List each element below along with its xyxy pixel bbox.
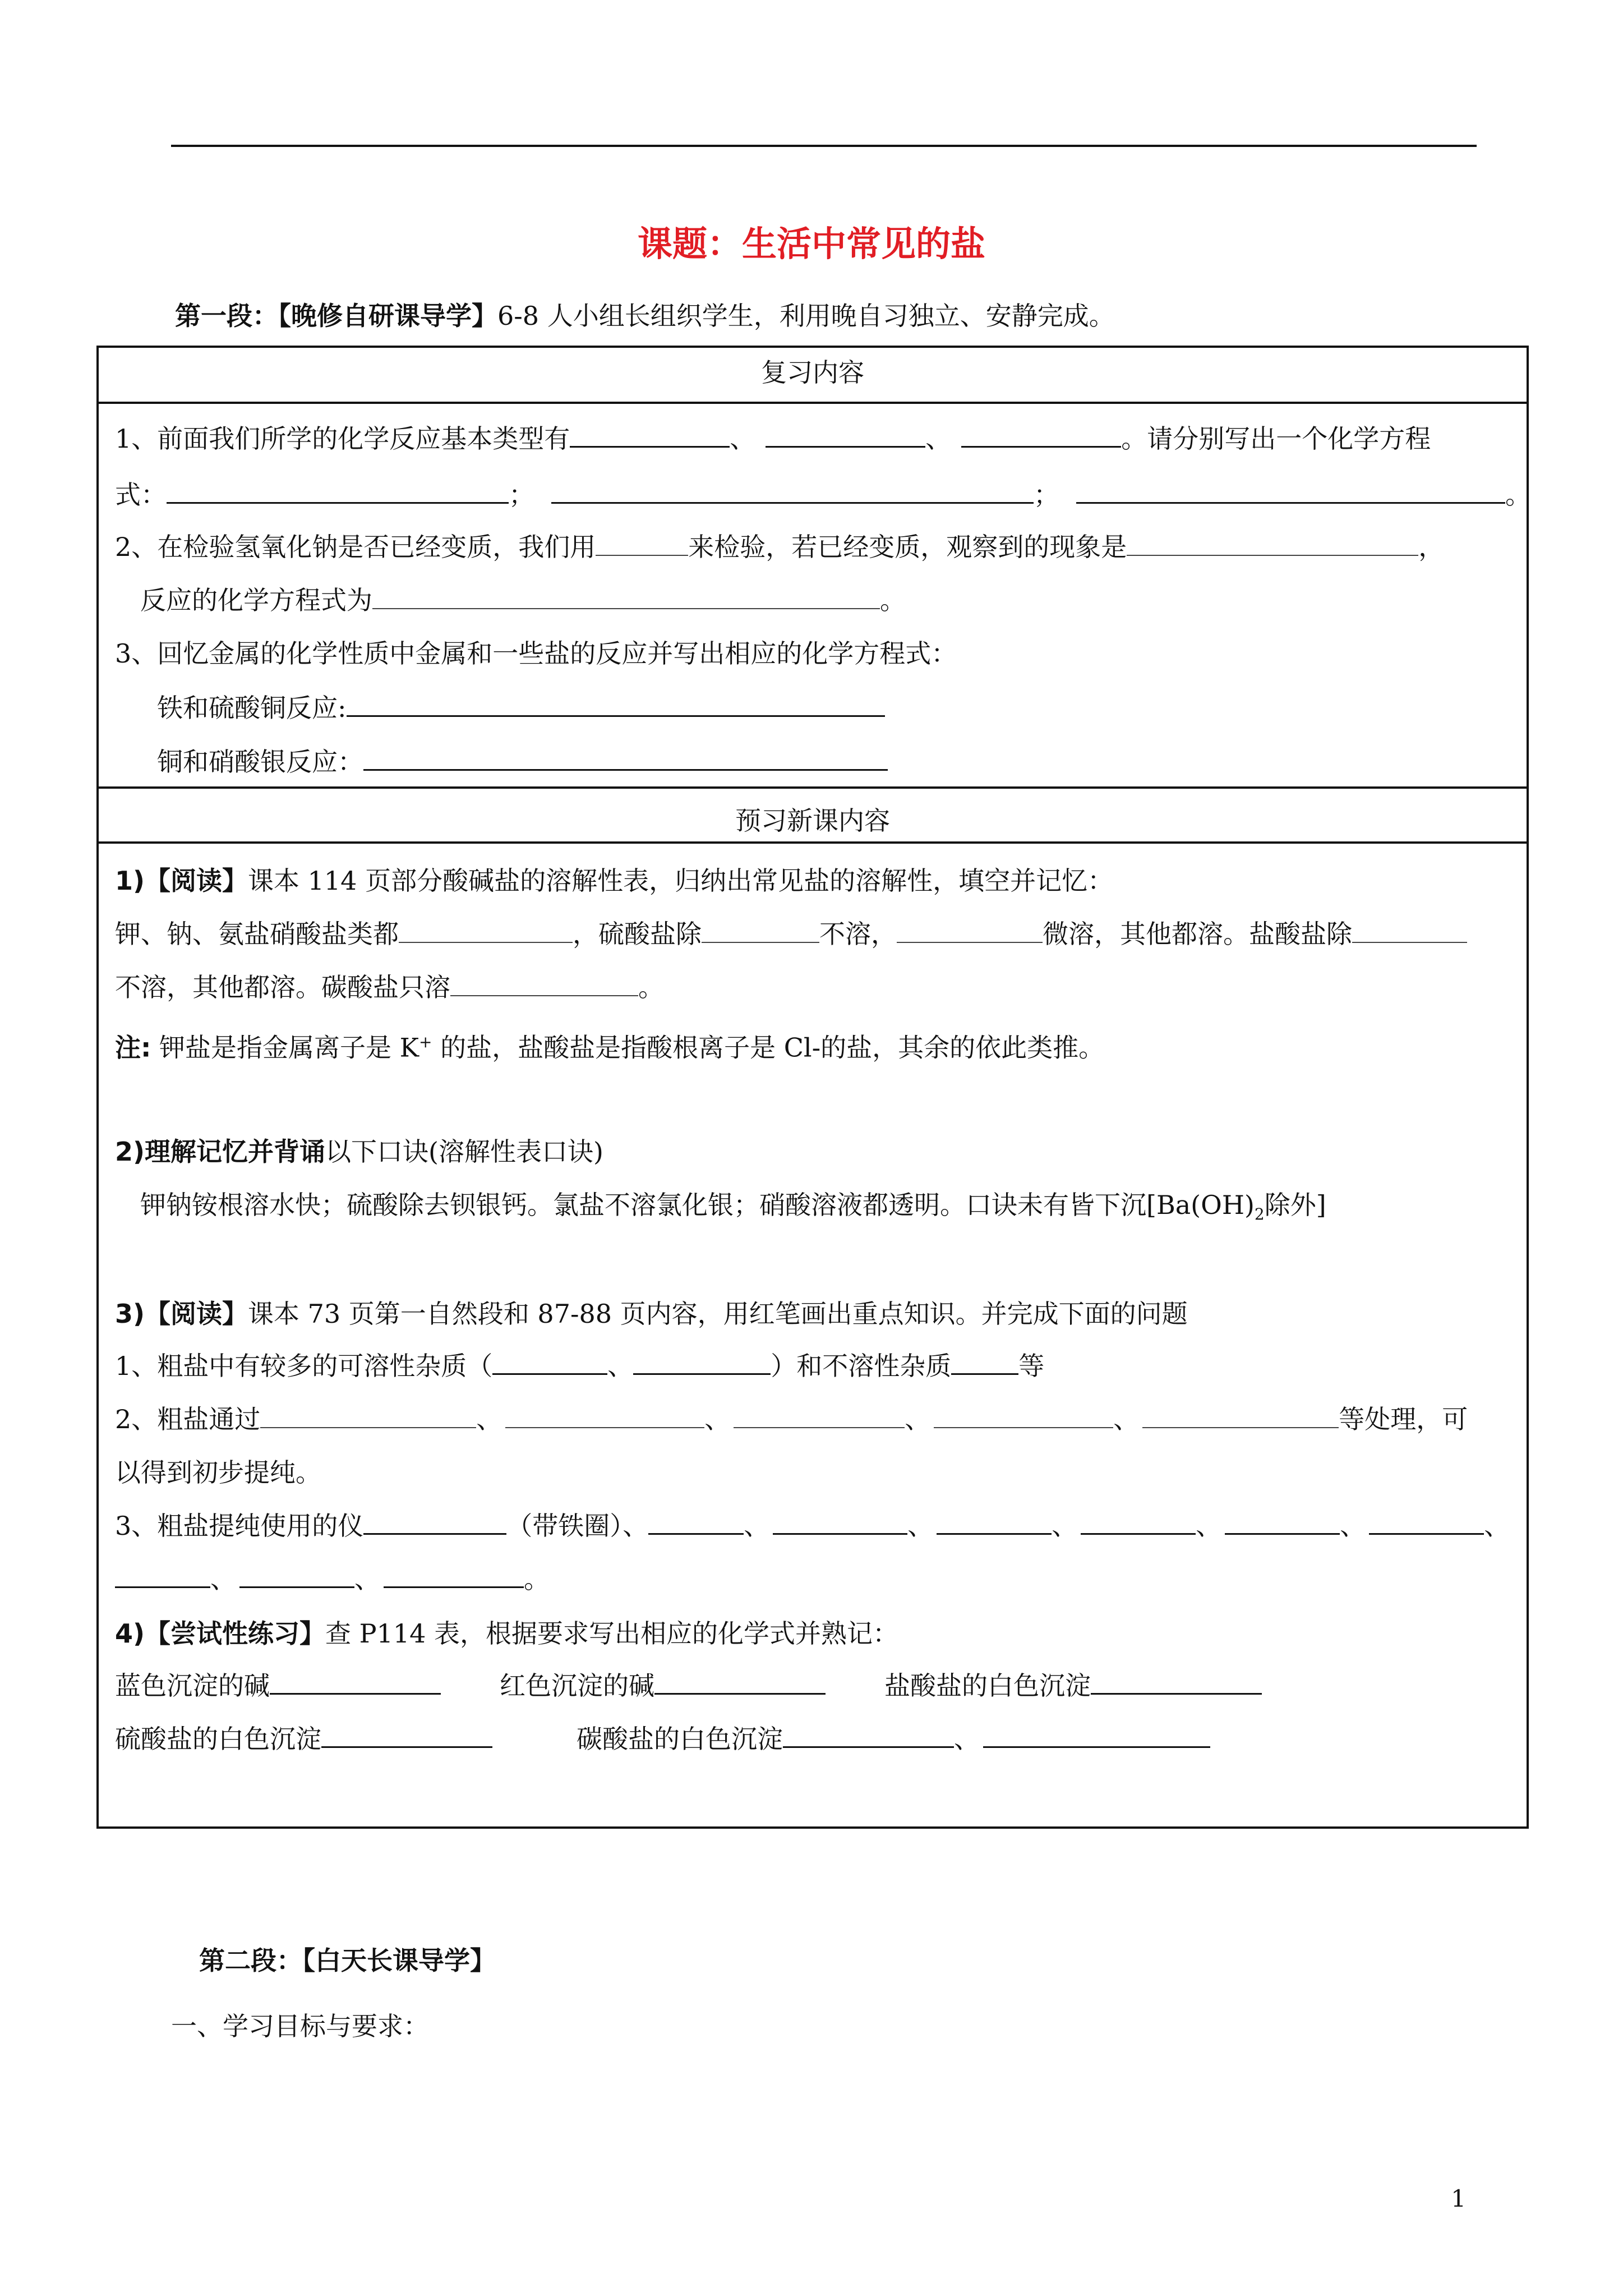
item-text: 课本 73 页第一自然段和 87-88 页内容，用红笔画出重点知识。并完成下面的问题	[248, 1299, 1188, 1329]
review-q3: 3、回忆金属的化学性质中金属和一些盐的反应并写出相应的化学方程式：	[115, 638, 957, 669]
preview-note	[115, 1025, 1104, 1064]
answer-blank[interactable]	[702, 919, 819, 943]
answer-blank[interactable]	[983, 1724, 1210, 1748]
preview-p1-line3	[115, 970, 664, 1004]
rhyme-text: 除外]	[1264, 1190, 1326, 1220]
item-text: 钾、钠、氨盐硝酸盐类都	[115, 919, 399, 949]
review-q2-line2	[140, 583, 906, 617]
separator: 、	[704, 1404, 731, 1434]
item-text: ）和不溶性杂质	[771, 1351, 952, 1381]
preview-p3	[115, 1297, 1188, 1331]
preview-p3-q1	[115, 1349, 1044, 1383]
answer-blank[interactable]	[596, 532, 688, 556]
review-title: 复习内容	[761, 357, 864, 388]
page-title: 课题：生活中常见的盐	[637, 223, 985, 264]
preview-p2	[115, 1135, 603, 1168]
review-q2-text: 来检验，若已经变质，观察到的现象是	[688, 532, 1127, 562]
item-text: 盐酸盐的白色沉淀	[884, 1671, 1091, 1701]
note-text: 钾盐是指金属离子是 K	[151, 1032, 419, 1063]
separator: 、	[905, 1404, 931, 1434]
item-text: （带铁圈）、	[506, 1511, 649, 1541]
answer-blank[interactable]	[1369, 1511, 1484, 1535]
section1-heading-text: 6-8 人小组长组织学生，利用晚自习独立、安静完成。	[497, 301, 1115, 331]
item-text: 微溶，其他都溶。盐酸盐除	[1043, 919, 1352, 949]
item-text: 1、粗盐中有较多的可溶性杂质（	[115, 1351, 493, 1381]
separator: 。	[880, 585, 906, 615]
item-text: 不溶，其他都溶。碳酸盐只溶	[115, 972, 450, 1002]
review-q3-item	[157, 745, 888, 779]
item-text: 碳酸盐的白色沉淀	[577, 1724, 783, 1754]
review-q1-text: 式：	[115, 480, 167, 510]
item-text: 课本 114 页部分酸碱盐的溶解性表，归纳出常见盐的溶解性，填空并记忆：	[248, 866, 1114, 896]
item-number: 3)	[115, 1299, 145, 1329]
answer-blank[interactable]	[399, 919, 573, 943]
review-q2-text: 2、在检验氢氧化钠是否已经变质，我们用	[115, 532, 596, 562]
answer-blank[interactable]	[363, 747, 888, 771]
preview-p3-q2-line2: 以得到初步提纯。	[115, 1457, 321, 1488]
answer-blank[interactable]	[1091, 1671, 1262, 1695]
review-q2	[115, 530, 1444, 564]
answer-blank[interactable]	[766, 424, 925, 448]
item-text: 红色沉淀的碱	[500, 1671, 654, 1701]
item-text: 查 P114 表，根据要求写出相应的化学式并熟记：	[325, 1618, 899, 1649]
separator: 、	[730, 424, 756, 454]
review-q1-text: 。请分别写出一个化学方程	[1121, 424, 1431, 454]
answer-blank[interactable]	[951, 1351, 1018, 1375]
item-text: 等处理，可	[1339, 1404, 1468, 1434]
separator: 。	[524, 1564, 550, 1594]
separator: 、	[354, 1564, 380, 1594]
separator: 、	[744, 1511, 770, 1541]
preview-p3-q2	[115, 1402, 1468, 1436]
preview-p1-line2	[115, 917, 1467, 951]
section1-heading-label: 第一段：【晚修自研课导学】	[175, 301, 497, 331]
preview-p4-row1	[115, 1669, 1262, 1703]
item-tag: 【尝试性练习】	[145, 1618, 326, 1649]
item-text: 蓝色沉淀的碱	[115, 1671, 270, 1701]
preview-rhyme	[140, 1188, 1326, 1231]
item-text: 硫酸盐的白色沉淀	[115, 1724, 321, 1754]
table-divider	[99, 841, 1527, 844]
separator: ；	[1034, 480, 1059, 510]
item-tag: 理解记忆并背诵	[145, 1137, 326, 1167]
item-tag: 【阅读】	[145, 866, 248, 896]
separator: ，	[1418, 532, 1445, 562]
item-text: 2、粗盐通过	[115, 1404, 261, 1434]
separator: 、	[1196, 1511, 1222, 1541]
review-q3-label: 铁和硫酸铜反应:	[157, 693, 347, 723]
item-number: 1)	[115, 866, 145, 896]
separator: 、	[476, 1404, 502, 1434]
section2-item: 一、学习目标与要求：	[171, 2011, 429, 2041]
answer-blank[interactable]	[384, 1564, 524, 1588]
answer-blank[interactable]	[934, 1405, 1113, 1428]
answer-blank[interactable]	[363, 1511, 506, 1535]
answer-blank[interactable]	[1142, 1405, 1339, 1428]
note-text: 的盐，盐酸盐是指酸根离子是 Cl-的盐，其余的依此类推。	[432, 1032, 1105, 1063]
answer-blank[interactable]	[505, 1405, 704, 1428]
review-q1	[115, 422, 1431, 455]
separator: ；	[509, 480, 534, 510]
separator: 、	[907, 1511, 934, 1541]
page-number: 1	[1451, 2185, 1466, 2212]
answer-blank[interactable]	[734, 1405, 905, 1428]
answer-blank[interactable]	[372, 586, 880, 609]
preview-p3-q3	[115, 1509, 1510, 1543]
rhyme-sub: 2	[1254, 1205, 1265, 1224]
answer-blank[interactable]	[260, 1405, 476, 1428]
preview-title: 预习新课内容	[735, 806, 890, 836]
separator: 、	[1340, 1511, 1366, 1541]
review-q1-line2	[115, 478, 1531, 512]
item-text: 不溶，	[819, 919, 897, 949]
separator: 。	[638, 972, 664, 1002]
review-q2-text: 反应的化学方程式为	[140, 585, 372, 615]
section1-heading	[175, 299, 1115, 333]
preview-p4	[115, 1617, 898, 1650]
answer-blank[interactable]	[1352, 919, 1467, 943]
item-tag: 【阅读】	[145, 1299, 248, 1329]
separator: 、	[1113, 1404, 1140, 1434]
separator: 、	[954, 1724, 980, 1754]
answer-blank[interactable]	[1127, 532, 1418, 556]
answer-blank[interactable]	[551, 480, 1034, 504]
answer-blank[interactable]	[783, 1724, 954, 1748]
answer-blank[interactable]	[347, 693, 885, 717]
review-q3-label: 铜和硝酸银反应：	[157, 747, 363, 777]
separator: 、	[1052, 1511, 1078, 1541]
table-divider	[99, 786, 1527, 789]
preview-p1	[115, 864, 1113, 898]
answer-blank[interactable]	[450, 973, 638, 996]
answer-blank[interactable]	[961, 424, 1121, 448]
item-text: 等	[1018, 1351, 1045, 1381]
answer-blank[interactable]	[1225, 1511, 1340, 1535]
rhyme-text: 钾钠铵根溶水快；硫酸除去钡银钙。氯盐不溶氯化银；硝酸溶液都透明。口诀未有皆下沉[Ba(OH)	[140, 1190, 1255, 1220]
separator: 、	[1484, 1511, 1510, 1541]
note-label: 注:	[115, 1032, 151, 1063]
worksheet-table	[96, 346, 1529, 1829]
note-sup: +	[419, 1033, 432, 1051]
header-rule	[171, 145, 1477, 147]
item-text: ，硫酸盐除	[573, 919, 702, 949]
separator: 、	[210, 1564, 236, 1594]
answer-blank[interactable]	[773, 1511, 907, 1535]
review-q1-text: 1、前面我们所学的化学反应基本类型有	[115, 424, 570, 454]
separator: 、	[925, 424, 952, 454]
answer-blank[interactable]	[321, 1724, 492, 1748]
answer-blank[interactable]	[1081, 1511, 1196, 1535]
table-divider	[99, 402, 1527, 404]
separator: 、	[607, 1351, 634, 1381]
item-number: 4)	[115, 1618, 145, 1649]
answer-blank[interactable]	[115, 1564, 210, 1588]
answer-blank[interactable]	[648, 1511, 744, 1535]
section2-heading: 第二段：【白天长课导学】	[199, 1945, 496, 1976]
preview-p3-q3-line2	[115, 1562, 550, 1596]
answer-blank[interactable]	[1076, 480, 1505, 504]
answer-blank[interactable]	[633, 1351, 771, 1375]
answer-blank[interactable]	[270, 1671, 441, 1695]
answer-blank[interactable]	[570, 424, 730, 448]
answer-blank[interactable]	[654, 1671, 826, 1695]
answer-blank[interactable]	[897, 919, 1043, 943]
item-number: 2)	[115, 1137, 145, 1167]
separator: 。	[1505, 480, 1531, 510]
preview-p4-row2	[115, 1722, 1210, 1756]
item-text: 3、粗盐提纯使用的仪	[115, 1511, 364, 1541]
review-q3-item	[157, 691, 885, 725]
answer-blank[interactable]	[937, 1511, 1052, 1535]
answer-blank[interactable]	[492, 1351, 607, 1375]
item-text: 以下口诀(溶解性表口诀)	[325, 1137, 603, 1167]
answer-blank[interactable]	[167, 480, 509, 504]
answer-blank[interactable]	[239, 1564, 354, 1588]
